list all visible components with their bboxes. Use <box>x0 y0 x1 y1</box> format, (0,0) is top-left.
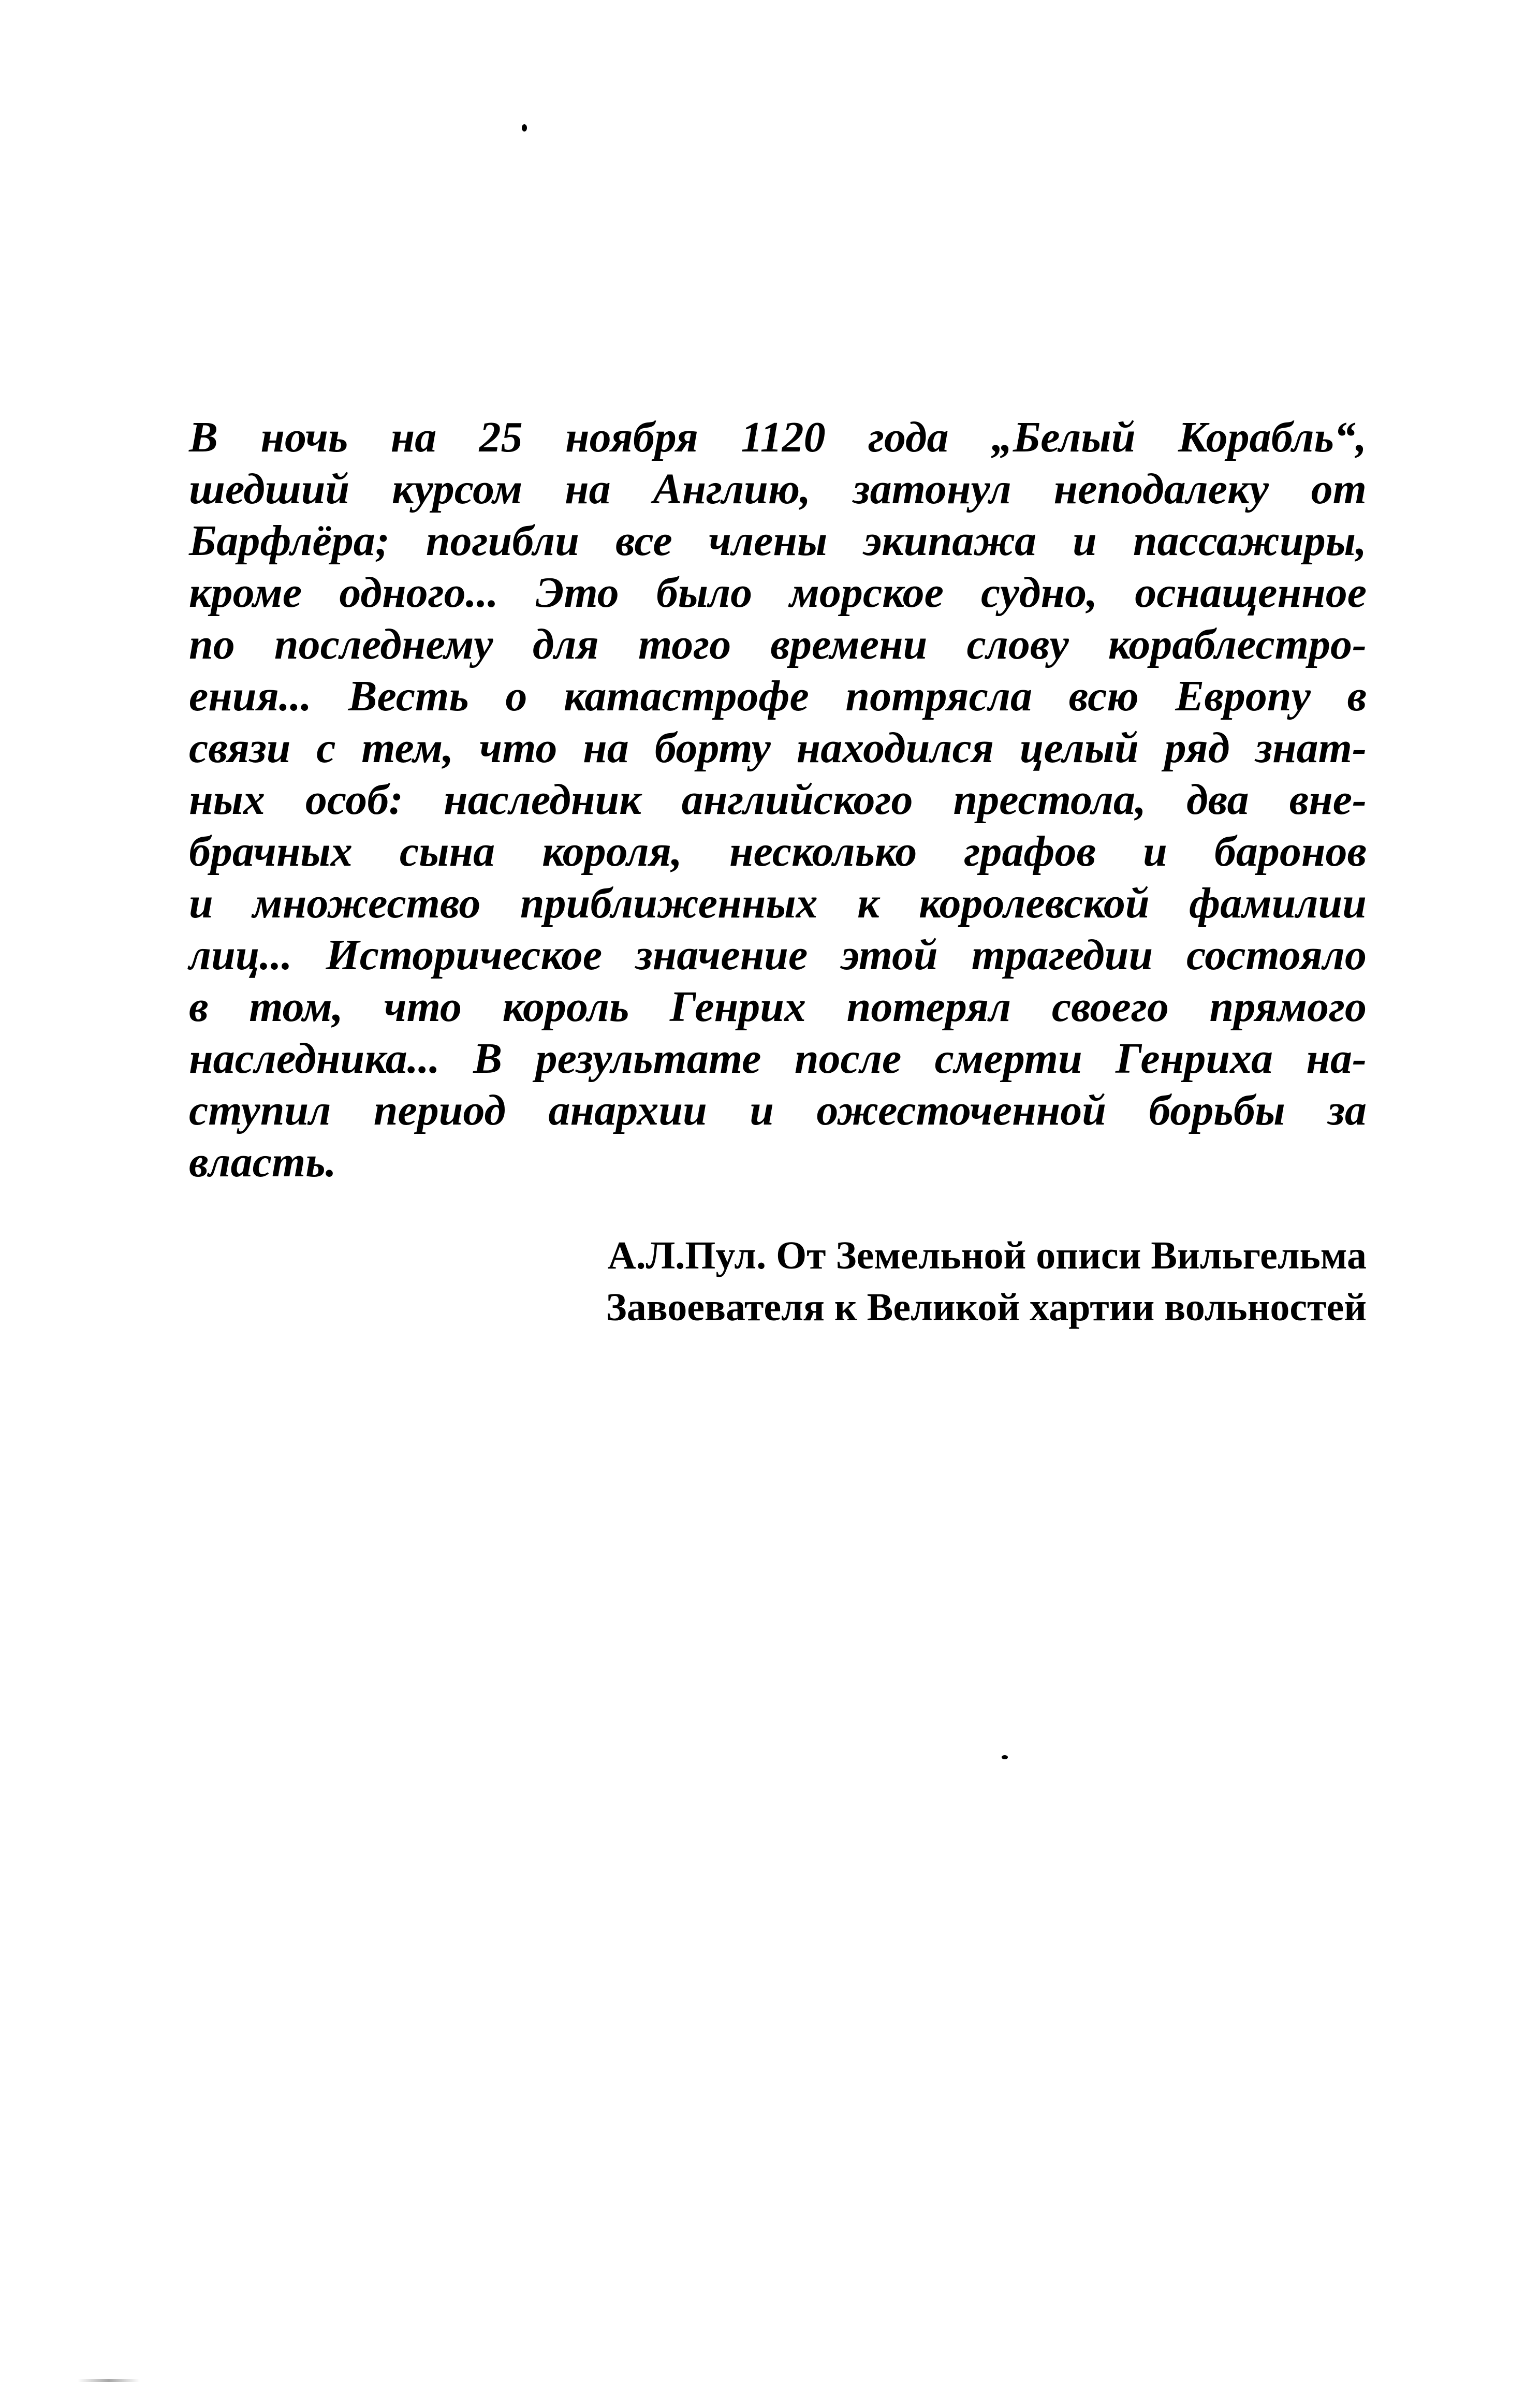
scan-edge-mark <box>78 2379 140 2382</box>
epigraph-line: наследника... В результате после смерти Генриха на- <box>189 1034 1367 1083</box>
epigraph-line: В ночь на 25 ноября 1120 года „Белый Корабль“, <box>189 413 1367 461</box>
epigraph-text <box>189 412 1367 1188</box>
epigraph-line: Барфлёра; погибли все члены экипажа и пассажиры, <box>189 517 1367 565</box>
epigraph-line: кроме одного... Это было морское судно, оснащенное <box>189 568 1367 617</box>
epigraph-line: ных особ: наследник английского престола, два вне- <box>189 776 1367 824</box>
epigraph-line: ступил период анархии и ожесточенной борьбы за <box>189 1086 1367 1134</box>
attribution-line: Завоевателя к Великой хартии вольностей <box>606 1286 1367 1329</box>
epigraph-line: и множество приближенных к королевской фамилии <box>189 879 1367 927</box>
epigraph-line: шедший курсом на Англию, затонул неподалеку от <box>189 465 1367 513</box>
epigraph-line: связи с тем, что на борту находился целый ряд знат- <box>189 724 1367 772</box>
epigraph-line: брачных сына короля, несколько графов и баронов <box>189 827 1367 876</box>
print-speck <box>522 124 527 132</box>
epigraph-line: ения... Весть о катастрофе потрясла всю Европу в <box>189 672 1367 720</box>
print-speck <box>1002 1755 1008 1759</box>
epigraph-attribution <box>445 1230 1367 1333</box>
epigraph-line: по последнему для того времени слову кораблестро- <box>189 620 1367 668</box>
epigraph-line: власть. <box>189 1138 336 1186</box>
epigraph-line: в том, что король Генрих потерял своего прямого <box>189 983 1367 1031</box>
epigraph-line: лиц... Историческое значение этой трагедии состояло <box>189 931 1367 979</box>
attribution-line: А.Л.Пул. От Земельной описи Вильгельма <box>607 1234 1367 1277</box>
